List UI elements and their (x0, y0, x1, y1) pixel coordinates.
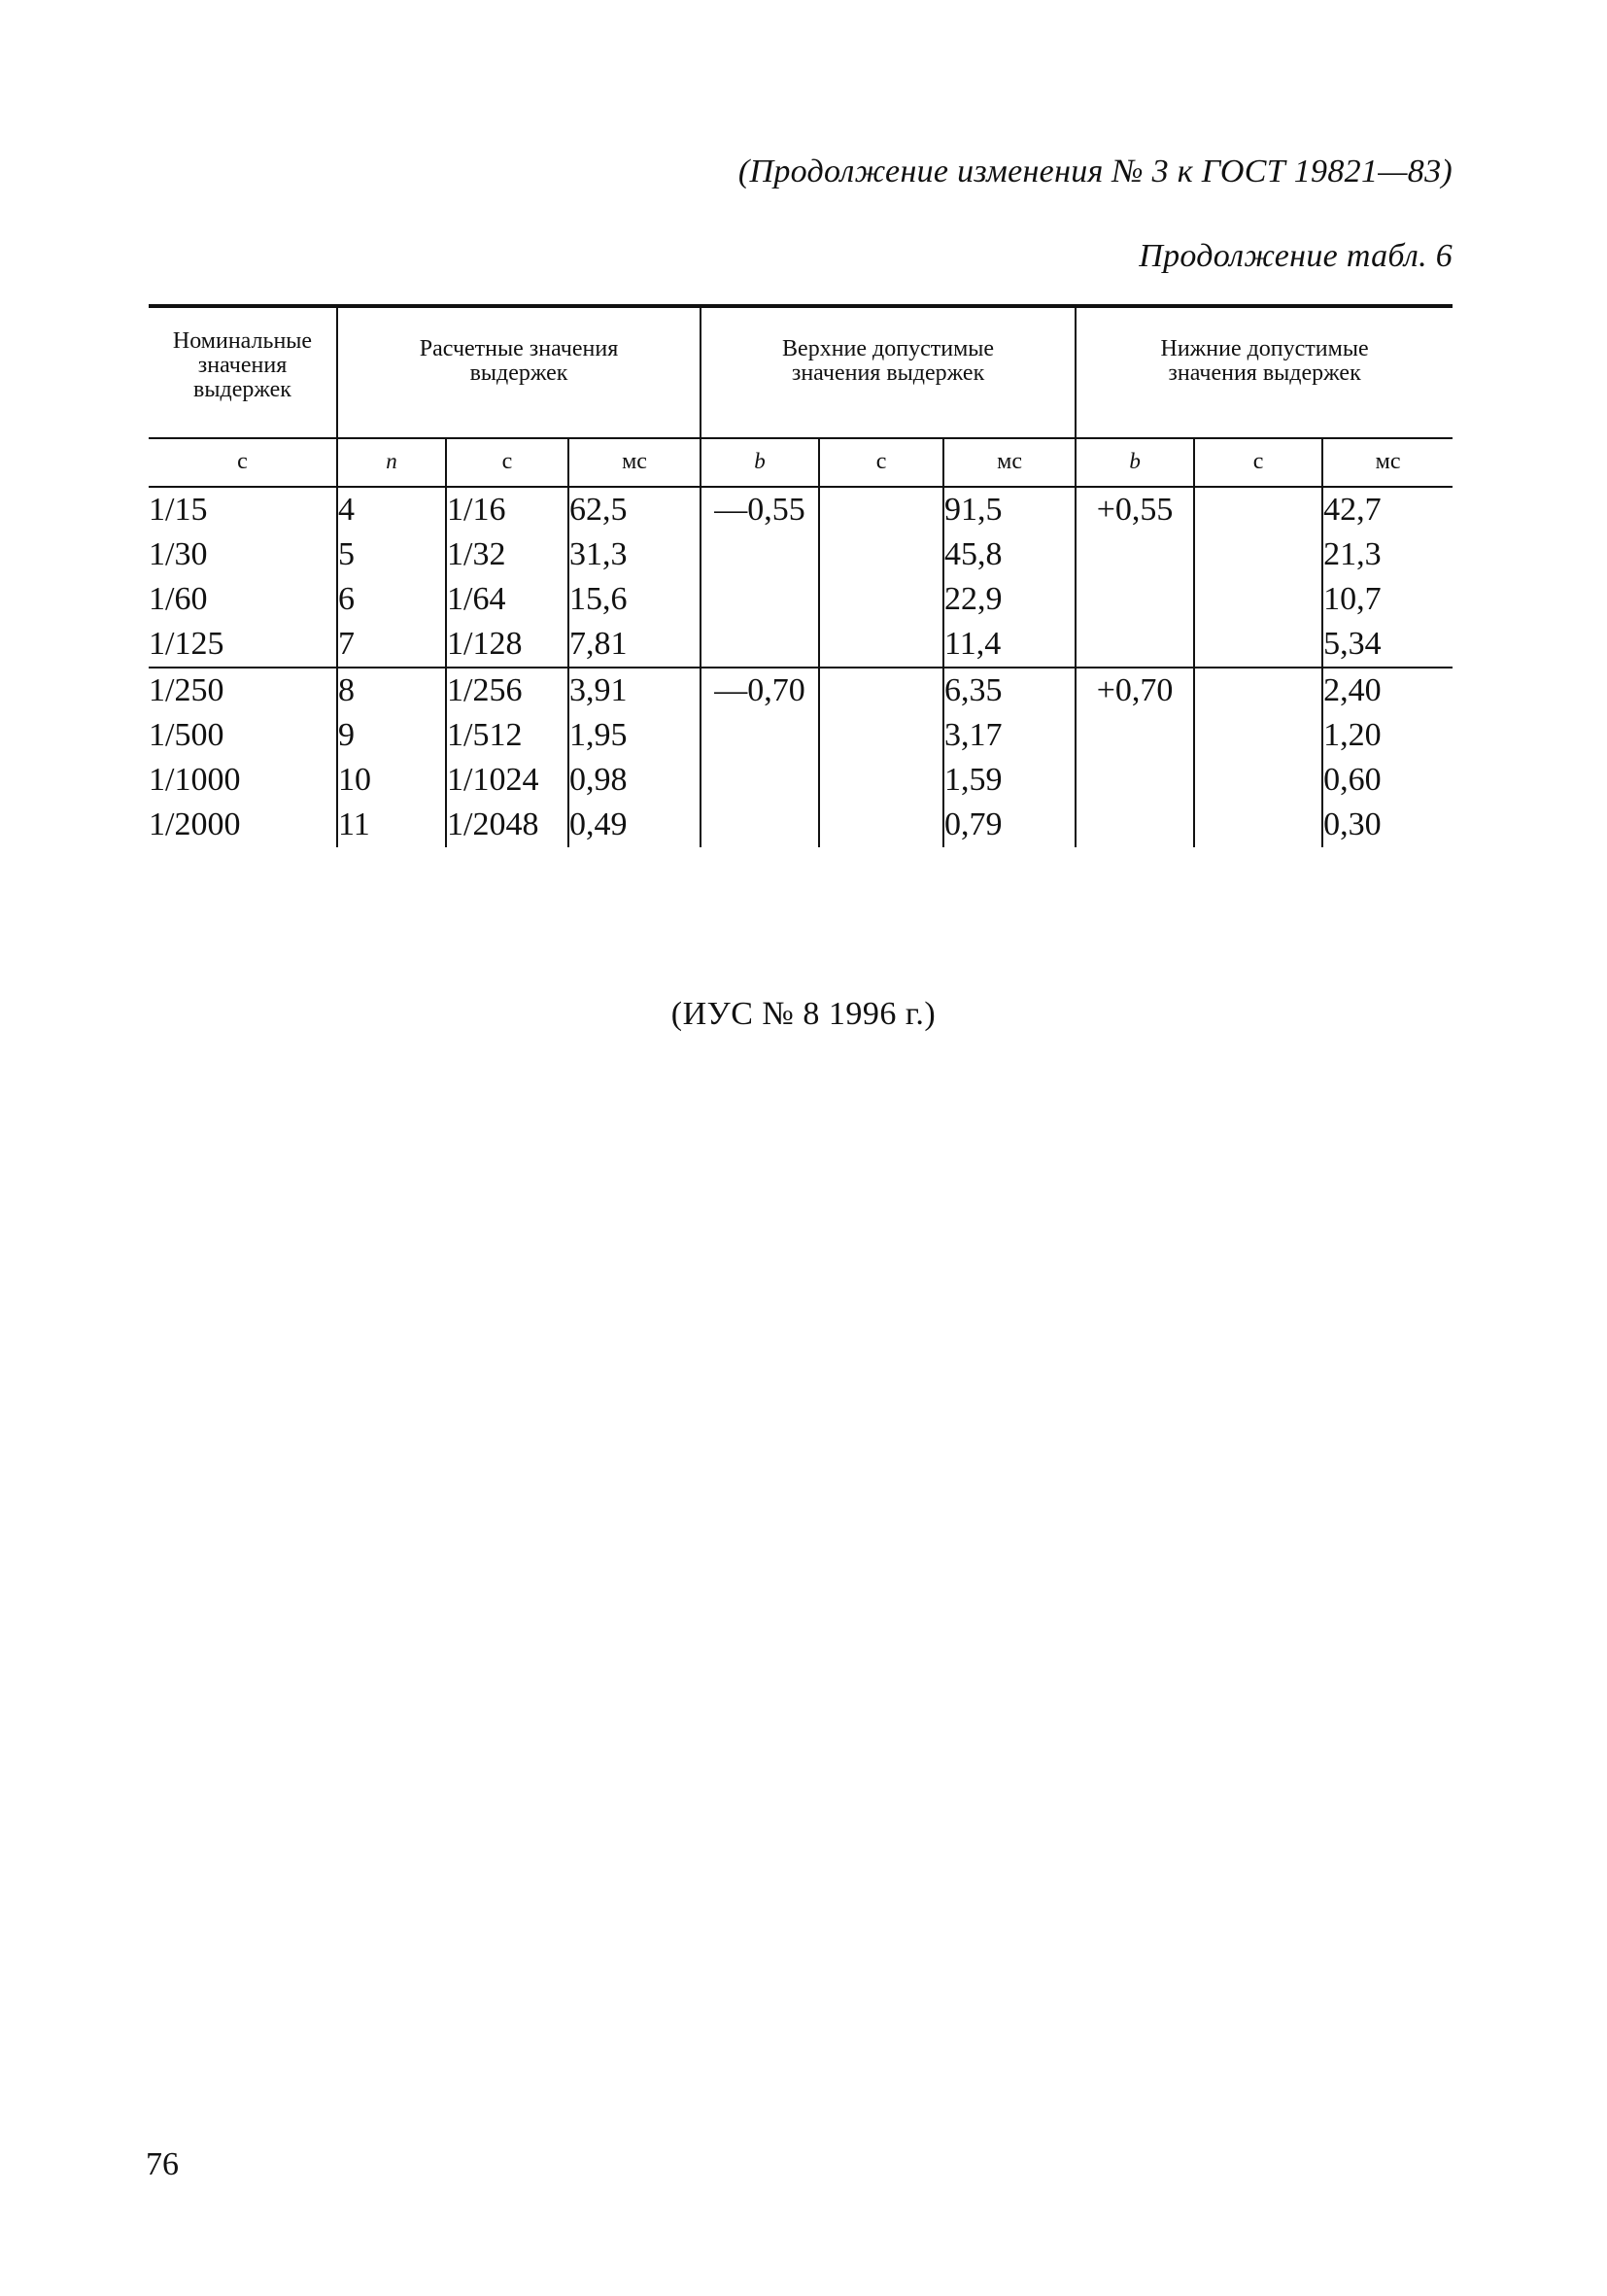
value: 1/2048 (447, 806, 539, 842)
unit-cell: с (149, 438, 337, 487)
upper-s-cell (819, 487, 943, 668)
value: 1/1000 (149, 762, 241, 798)
lower-ms-cell (1322, 668, 1453, 847)
source-note: (ИУС № 8 1996 г.) (670, 996, 937, 1032)
exposure-table (149, 304, 1453, 847)
unit-cell: с (819, 438, 943, 487)
value: 1,20 (1323, 717, 1382, 753)
value: 5 (338, 536, 355, 572)
value: 1/1024 (447, 762, 539, 798)
value: 1/500 (149, 717, 224, 753)
value: 1/256 (447, 672, 523, 708)
value: 5,34 (1323, 626, 1382, 662)
value: 62,5 (569, 492, 628, 528)
upper-b-cell: —0,55 (701, 487, 819, 668)
value: 15,6 (569, 581, 628, 617)
unit-cell: мс (1322, 438, 1453, 487)
unit-cell: b (701, 438, 819, 487)
value: 42,7 (1323, 492, 1382, 528)
upper-s-cell (819, 668, 943, 847)
value: 10,7 (1323, 581, 1382, 617)
header-nominal-label: Номинальные значения выдержек (172, 328, 313, 402)
value: 10 (338, 762, 371, 798)
value: 45,8 (944, 536, 1003, 572)
value: 91,5 (944, 492, 1003, 528)
lower-ms-cell (1322, 487, 1453, 668)
value: 3,17 (944, 717, 1003, 753)
lower-s-cell (1194, 668, 1322, 847)
n-cell (337, 668, 446, 847)
header-upper (701, 306, 1076, 438)
page-number: 76 (146, 2146, 179, 2182)
value: 4 (338, 492, 355, 528)
lower-s-cell (1194, 487, 1322, 668)
header-lower-label: Нижние допустимые значения выдержек (1160, 336, 1369, 386)
upper-b-cell: —0,70 (701, 668, 819, 847)
calc-ms-cell (568, 668, 701, 847)
value: 6 (338, 581, 355, 617)
value: 1/2000 (149, 806, 241, 842)
lower-b-cell: +0,55 (1076, 487, 1194, 668)
header-lower (1076, 306, 1453, 438)
header-upper-label: Верхние допустимые значения выдержек (782, 336, 995, 386)
table-header-row (149, 306, 1453, 438)
unit-cell: n (337, 438, 446, 487)
header-calculated (337, 306, 701, 438)
value: 1/60 (149, 581, 208, 617)
value: 9 (338, 717, 355, 753)
value: 1/30 (149, 536, 208, 572)
calc-s-cell (446, 668, 568, 847)
value: 2,40 (1323, 672, 1382, 708)
value: 1/128 (447, 626, 523, 662)
header-nominal (149, 306, 337, 438)
document-header: (Продолжение изменения № 3 к ГОСТ 19821—83) (737, 154, 1453, 189)
value: 1/250 (149, 672, 224, 708)
value: 0,49 (569, 806, 628, 842)
nominal-cell (149, 668, 337, 847)
upper-ms-cell (943, 487, 1076, 668)
upper-ms-cell (943, 668, 1076, 847)
value: 1/512 (447, 717, 523, 753)
value: 7 (338, 626, 355, 662)
value: 1/16 (447, 492, 506, 528)
header-calculated-label: Расчетные значения выдержек (419, 336, 619, 386)
n-cell (337, 487, 446, 668)
value: 7,81 (569, 626, 628, 662)
unit-cell: мс (568, 438, 701, 487)
value: 0,79 (944, 806, 1003, 842)
value: 1/125 (149, 626, 224, 662)
calc-s-cell (446, 487, 568, 668)
lower-b-cell: +0,70 (1076, 668, 1194, 847)
value: 3,91 (569, 672, 628, 708)
unit-cell: b (1076, 438, 1194, 487)
unit-cell: мс (943, 438, 1076, 487)
value: 1,95 (569, 717, 628, 753)
value: 11 (338, 806, 370, 842)
value: 0,98 (569, 762, 628, 798)
value: 1,59 (944, 762, 1003, 798)
table-row-group (149, 487, 1453, 668)
unit-cell: с (1194, 438, 1322, 487)
value: 1/32 (447, 536, 506, 572)
value: 21,3 (1323, 536, 1382, 572)
table-row-group (149, 668, 1453, 847)
value: 1/64 (447, 581, 506, 617)
value: 22,9 (944, 581, 1003, 617)
unit-cell: с (446, 438, 568, 487)
nominal-cell (149, 487, 337, 668)
value: 0,30 (1323, 806, 1382, 842)
table-units-row (149, 438, 1453, 487)
value: 8 (338, 672, 355, 708)
value: 0,60 (1323, 762, 1382, 798)
value: 6,35 (944, 672, 1003, 708)
value: 1/15 (149, 492, 208, 528)
value: 11,4 (944, 626, 1002, 662)
table-caption: Продолжение табл. 6 (1139, 238, 1453, 274)
value: 31,3 (569, 536, 628, 572)
calc-ms-cell (568, 487, 701, 668)
